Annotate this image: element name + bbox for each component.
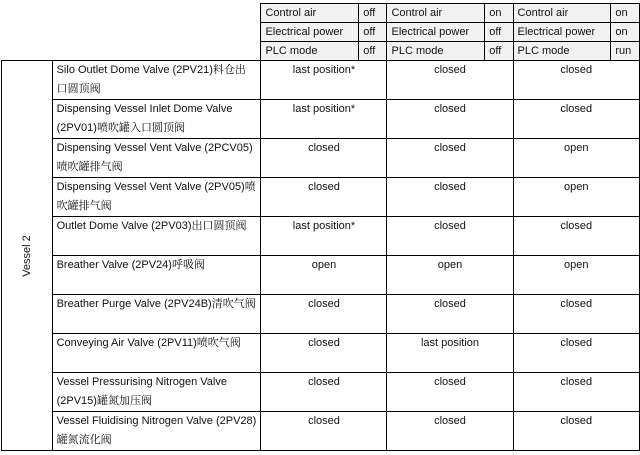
valve-state: closed (513, 61, 639, 100)
valve-state: closed (261, 295, 387, 334)
condition-label: PLC mode (513, 42, 611, 61)
valve-name: Dispensing Vessel Vent Valve (2PCV05)喷吹罐排气阀 (52, 139, 261, 178)
condition-label: Control air (261, 4, 359, 23)
vessel-label: Vessel 2 (20, 234, 33, 277)
valve-name: Dispensing Vessel Inlet Dome Valve (2PV01)喷吹罐入口圆顶阀 (52, 100, 261, 139)
valve-state: closed (387, 61, 513, 100)
valve-row (2, 256, 640, 295)
condition-state: off (485, 42, 513, 61)
valve-state: closed (387, 373, 513, 412)
condition-state: off (359, 42, 387, 61)
valve-name: Breather Purge Valve (2PV24B)清吹气阀 (52, 295, 261, 334)
valve-state: last position (387, 334, 513, 373)
valve-state: closed (261, 139, 387, 178)
valve-state: open (513, 256, 639, 295)
valve-state: closed (261, 334, 387, 373)
vessel-label-cell (2, 61, 53, 451)
valve-state: closed (513, 412, 639, 451)
condition-row (2, 23, 640, 42)
valve-row (2, 295, 640, 334)
valve-state: last position* (261, 217, 387, 256)
valve-name: Outlet Dome Valve (2PV03)出口圆顶阀 (52, 217, 261, 256)
valve-state: last position* (261, 100, 387, 139)
condition-state: run (611, 42, 640, 61)
valve-name: Dispensing Vessel Vent Valve (2PV05)喷吹罐排气阀 (52, 178, 261, 217)
valve-state: closed (261, 412, 387, 451)
valve-row (2, 139, 640, 178)
valve-state: open (261, 256, 387, 295)
valve-row (2, 217, 640, 256)
condition-state: off (359, 4, 387, 23)
valve-state: closed (387, 217, 513, 256)
valve-row (2, 100, 640, 139)
condition-label: Control air (387, 4, 485, 23)
valve-state-table (1, 3, 640, 451)
condition-label: Electrical power (513, 23, 611, 42)
valve-state: closed (387, 295, 513, 334)
valve-state: closed (513, 295, 639, 334)
valve-state: closed (513, 373, 639, 412)
valve-state: closed (513, 334, 639, 373)
condition-label: PLC mode (387, 42, 485, 61)
condition-row (2, 4, 640, 23)
condition-label: PLC mode (261, 42, 359, 61)
valve-state: closed (513, 100, 639, 139)
condition-state: off (485, 23, 513, 42)
valve-state: open (387, 256, 513, 295)
valve-name: Conveying Air Valve (2PV11)喷吹气阀 (52, 334, 261, 373)
valve-state: closed (387, 100, 513, 139)
condition-state: on (485, 4, 513, 23)
condition-state: off (359, 23, 387, 42)
valve-state: closed (261, 373, 387, 412)
valve-state: open (513, 178, 639, 217)
valve-state: closed (387, 412, 513, 451)
valve-state: closed (513, 217, 639, 256)
valve-row (2, 412, 640, 451)
valve-state: closed (387, 178, 513, 217)
condition-state: on (611, 23, 640, 42)
condition-state: on (611, 4, 640, 23)
valve-state: open (513, 139, 639, 178)
valve-name: Breather Valve (2PV24)呼吸阀 (52, 256, 261, 295)
valve-name: Vessel Pressurising Nitrogen Valve (2PV15)罐氮加压阀 (52, 373, 261, 412)
valve-state: closed (387, 139, 513, 178)
valve-row (2, 334, 640, 373)
valve-state: last position* (261, 61, 387, 100)
valve-name: Vessel Fluidising Nitrogen Valve (2PV28)罐氮流化阀 (52, 412, 261, 451)
condition-row (2, 42, 640, 61)
condition-label: Electrical power (261, 23, 359, 42)
valve-row (2, 61, 640, 100)
condition-label: Electrical power (387, 23, 485, 42)
valve-name: Silo Outlet Dome Valve (2PV21)料仓出口圆顶阀 (52, 61, 261, 100)
valve-state: closed (261, 178, 387, 217)
valve-row (2, 178, 640, 217)
valve-row (2, 373, 640, 412)
condition-label: Control air (513, 4, 611, 23)
